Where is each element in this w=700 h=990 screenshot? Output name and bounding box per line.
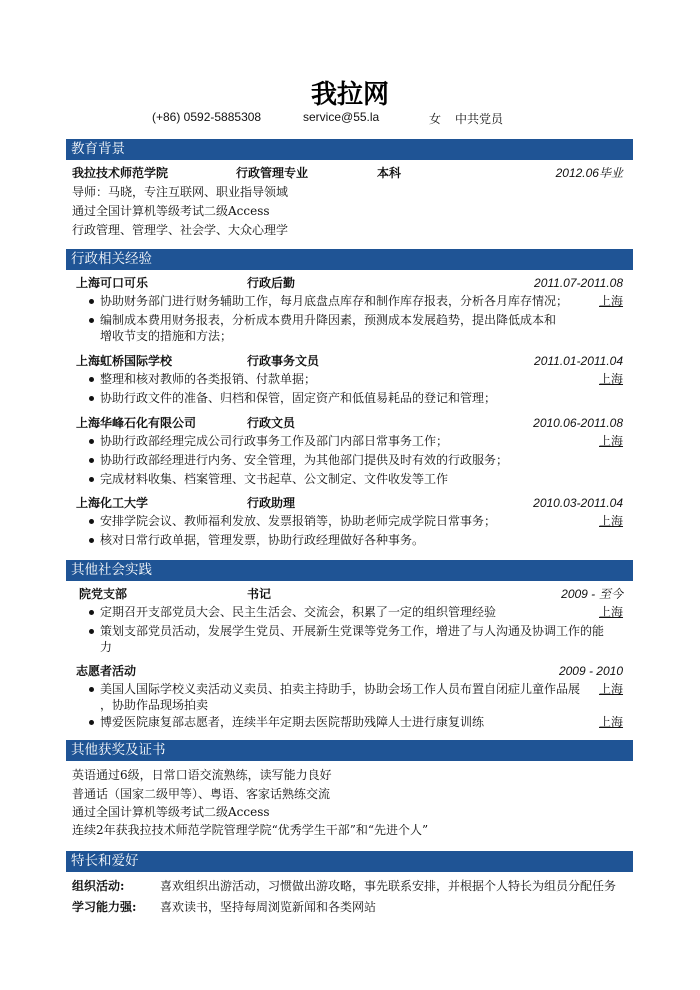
job-company: 上海化工大学	[76, 496, 149, 510]
practice-location: 上海	[599, 715, 624, 729]
bullet-dot	[89, 318, 94, 323]
hobby-label: 组织活动:	[72, 879, 125, 893]
education-major: 行政管理专业	[236, 166, 309, 180]
job-location: 上海	[599, 514, 624, 528]
job-role: 行政后勤	[247, 276, 296, 290]
practice-org: 院党支部	[79, 587, 128, 601]
bullet-dot	[89, 629, 94, 634]
practice-org: 志愿者活动	[76, 664, 137, 678]
award-line: 普通话（国家二级甲等）、粤语、客家话熟练交流	[72, 787, 331, 801]
gender: 女	[429, 112, 442, 126]
job-role: 行政文员	[247, 416, 296, 430]
job-location: 上海	[599, 372, 624, 386]
email-address: service@55.la	[303, 110, 380, 124]
job-bullet: 协助行政部经理完成公司行政事务工作及部门内部日常事务工作；	[100, 434, 449, 448]
job-bullet-cont: 增收节支的措施和方法；	[100, 329, 233, 343]
education-date-suffix: 毕业	[598, 166, 623, 180]
award-line: 英语通过6级，日常口语交流熟练，读写能力良好	[72, 768, 332, 782]
education-school: 我拉技术师范学院	[72, 166, 169, 180]
education-line: 通过全国计算机等级考试二级Access	[72, 204, 270, 218]
practice-bullet: 美国人国际学校义卖活动义卖员、拍卖主持助手，协助会场工作人员布置自闭症儿童作品展	[100, 682, 581, 696]
education-degree: 本科	[377, 166, 402, 180]
practice-date	[561, 585, 623, 603]
phone-number: (+86) 0592-5885308	[152, 110, 262, 124]
practice-date-num: 2009 -	[561, 587, 596, 601]
practice-bullet-cont: ，协助作品现场拍卖	[100, 698, 209, 712]
job-bullet: 完成材料收集、档案管理、文书起草、公文制定、文件收发等工作	[100, 472, 449, 486]
job-bullet: 协助行政文件的准备、归档和保管，固定资产和低值易耗品的登记和管理；	[100, 391, 497, 405]
contact-line	[0, 110, 700, 126]
job-date: 2011.01-2011.04	[534, 354, 623, 368]
award-line: 通过全国计算机等级考试二级Access	[72, 805, 270, 819]
bullet-dot	[89, 396, 94, 401]
job-bullet: 安排学院会议、教师福利发放、发票报销等，协助老师完成学院日常事务；	[100, 514, 497, 528]
practice-role: 书记	[247, 587, 272, 601]
hobby-text: 喜欢组织出游活动，习惯做出游攻略，事先联系安排，并根据个人特长为组员分配任务	[160, 879, 617, 893]
education-line: 导师：马晓，专注互联网、职业指导领域	[72, 185, 289, 199]
bullet-dot	[89, 610, 94, 615]
section-header-experience: 行政相关经验	[66, 249, 633, 270]
job-location: 上海	[599, 434, 624, 448]
job-bullet: 核对日常行政单据，管理发票，协助行政经理做好各种事务。	[100, 533, 425, 547]
bullet-dot	[89, 377, 94, 382]
section-header-hobbies: 特长和爱好	[66, 851, 633, 872]
practice-bullet: 博爱医院康复部志愿者，连续半年定期去医院帮助残障人士进行康复训练	[100, 715, 485, 729]
practice-location: 上海	[599, 682, 624, 696]
job-bullet: 整理和核对教师的各类报销、付款单据；	[100, 372, 317, 386]
award-line: 连续2年获我拉技术师范学院管理学院“优秀学生干部”和“先进个人”	[72, 823, 429, 837]
section-header-practice: 其他社会实践	[66, 560, 633, 581]
education-date-num: 2012.06	[555, 166, 599, 180]
bullet-dot	[89, 687, 94, 692]
section-header-education: 教育背景	[66, 139, 633, 160]
job-company: 上海可口可乐	[76, 276, 149, 290]
practice-date: 2009 - 2010	[558, 664, 623, 678]
job-date: 2010.06-2011.08	[533, 416, 623, 430]
job-bullet: 协助财务部门进行财务辅助工作，每月底盘点库存和制作库存报表，分析各月库存情况；	[100, 294, 569, 308]
job-role: 行政事务文员	[247, 354, 320, 368]
section-header-awards: 其他获奖及证书	[66, 740, 633, 761]
political-status: 中共党员	[455, 112, 504, 126]
bullet-dot	[89, 439, 94, 444]
job-role: 行政助理	[247, 496, 296, 510]
practice-date-suffix: 至今	[595, 587, 623, 601]
candidate-name: 我拉网	[310, 80, 389, 110]
practice-bullet-cont: 力	[100, 640, 113, 654]
practice-bullet: 策划支部党员活动，发展学生党员、开展新生党课等党务工作，增进了与人沟通及协调工作的能	[100, 624, 605, 638]
bullet-dot	[89, 720, 94, 725]
education-date	[556, 164, 623, 182]
practice-location: 上海	[599, 605, 624, 619]
job-bullet: 编制成本费用财务报表，分析成本费用升降因素，预测成本发展趋势，提出降低成本和	[100, 313, 557, 327]
bullet-dot	[89, 477, 94, 482]
job-date: 2011.07-2011.08	[534, 276, 623, 290]
education-line: 行政管理、管理学、社会学、大众心理学	[72, 223, 289, 237]
bullet-dot	[89, 519, 94, 524]
bullet-dot	[89, 538, 94, 543]
job-date: 2010.03-2011.04	[533, 496, 623, 510]
job-bullet: 协助行政部经理进行内务、安全管理，为其他部门提供及时有效的行政服务；	[100, 453, 509, 467]
hobby-text: 喜欢读书，坚持每周浏览新闻和各类网站	[160, 900, 377, 914]
job-location: 上海	[599, 294, 624, 308]
job-company: 上海虹桥国际学校	[76, 354, 173, 368]
bullet-dot	[89, 299, 94, 304]
practice-bullet: 定期召开支部党员大会、民主生活会、交流会，积累了一定的组织管理经验	[100, 605, 497, 619]
hobby-label: 学习能力强:	[72, 900, 137, 914]
bullet-dot	[89, 458, 94, 463]
job-company: 上海华峰石化有限公司	[76, 416, 197, 430]
